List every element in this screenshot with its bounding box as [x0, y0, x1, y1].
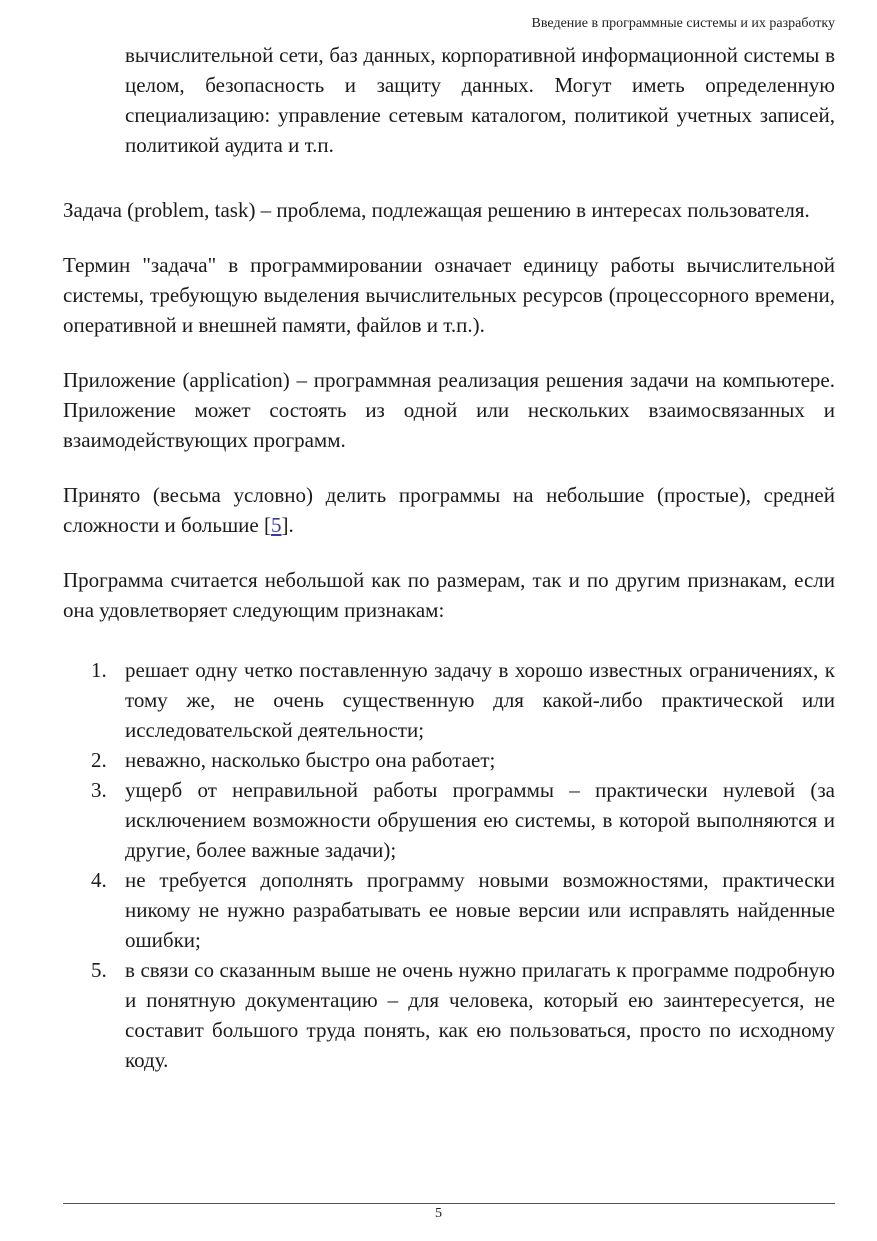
list-item-text: не требуется дополнять программу новыми возможностями, практически никому не нужно разрабатывать ее новые версии или исправлять найденные ошибки; — [125, 868, 835, 952]
list-item — [63, 955, 835, 1075]
list-item-text: неважно, насколько быстро она работает; — [125, 748, 496, 772]
list-item-text: решает одну четко поставленную задачу в хорошо известных ограничениях, к тому же, не очень существенную для какой-либо практической или исследовательской деятельности; — [125, 658, 835, 742]
term-task-paragraph: Термин "задача" в программировании означает единицу работы вычислительной системы, требующую выделения вычислительных ресурсов (процессорного времени, оперативной и внешней памяти, файлов и т.п.). — [63, 253, 835, 337]
list-item — [63, 745, 835, 775]
list-item-text: в связи со сказанным выше не очень нужно прилагать к программе подробную и понятную документацию – для человека, который ею заинтересуется, не составит большого труда понять, как ею пользоваться, просто по исходному коду. — [125, 958, 835, 1072]
continuation-paragraph: вычислительной сети, баз данных, корпоративной информационной системы в целом, безопасность и защиту данных. Могут иметь определенную специализацию: управление сетевым каталогом, политикой учетных записей, политикой аудита и т.п. — [125, 43, 835, 157]
list-item-number: 2. — [91, 748, 107, 772]
list-item — [63, 655, 835, 745]
page-number: 5 — [435, 1206, 442, 1221]
footer-divider — [63, 1203, 835, 1204]
page-body — [63, 40, 835, 1075]
classification-text-end: ]. — [281, 513, 294, 537]
list-item — [63, 865, 835, 955]
criteria-list — [63, 655, 835, 1075]
list-item — [63, 775, 835, 865]
definition-application: Приложение (application) – программная реализация решения задачи на компьютере. Приложение может состоять из одной или нескольких взаимосвязанных и взаимодействующих программ. — [63, 368, 835, 452]
list-item-number: 3. — [91, 778, 107, 802]
definition-task: Задача (problem, task) – проблема, подлежащая решению в интересах пользователя. — [63, 198, 810, 222]
classification-paragraph — [63, 480, 835, 540]
list-item-text: ущерб от неправильной работы программы – практически нулевой (за исключением возможности обрушения ею системы, в которой выполняются и другие, более важные задачи); — [125, 778, 835, 862]
list-item-number: 4. — [91, 868, 107, 892]
list-item-number: 1. — [91, 658, 107, 682]
reference-link[interactable]: 5 — [270, 513, 282, 537]
list-item-number: 5. — [91, 958, 107, 982]
classification-text: Принято (весьма условно) делить программы на небольшие (простые), средней сложности и большие [ — [63, 483, 835, 537]
criteria-intro: Программа считается небольшой как по размерам, так и по другим признакам, если она удовлетворяет следующим признакам: — [63, 568, 835, 622]
running-header: Введение в программные системы и их разработку — [531, 16, 835, 31]
